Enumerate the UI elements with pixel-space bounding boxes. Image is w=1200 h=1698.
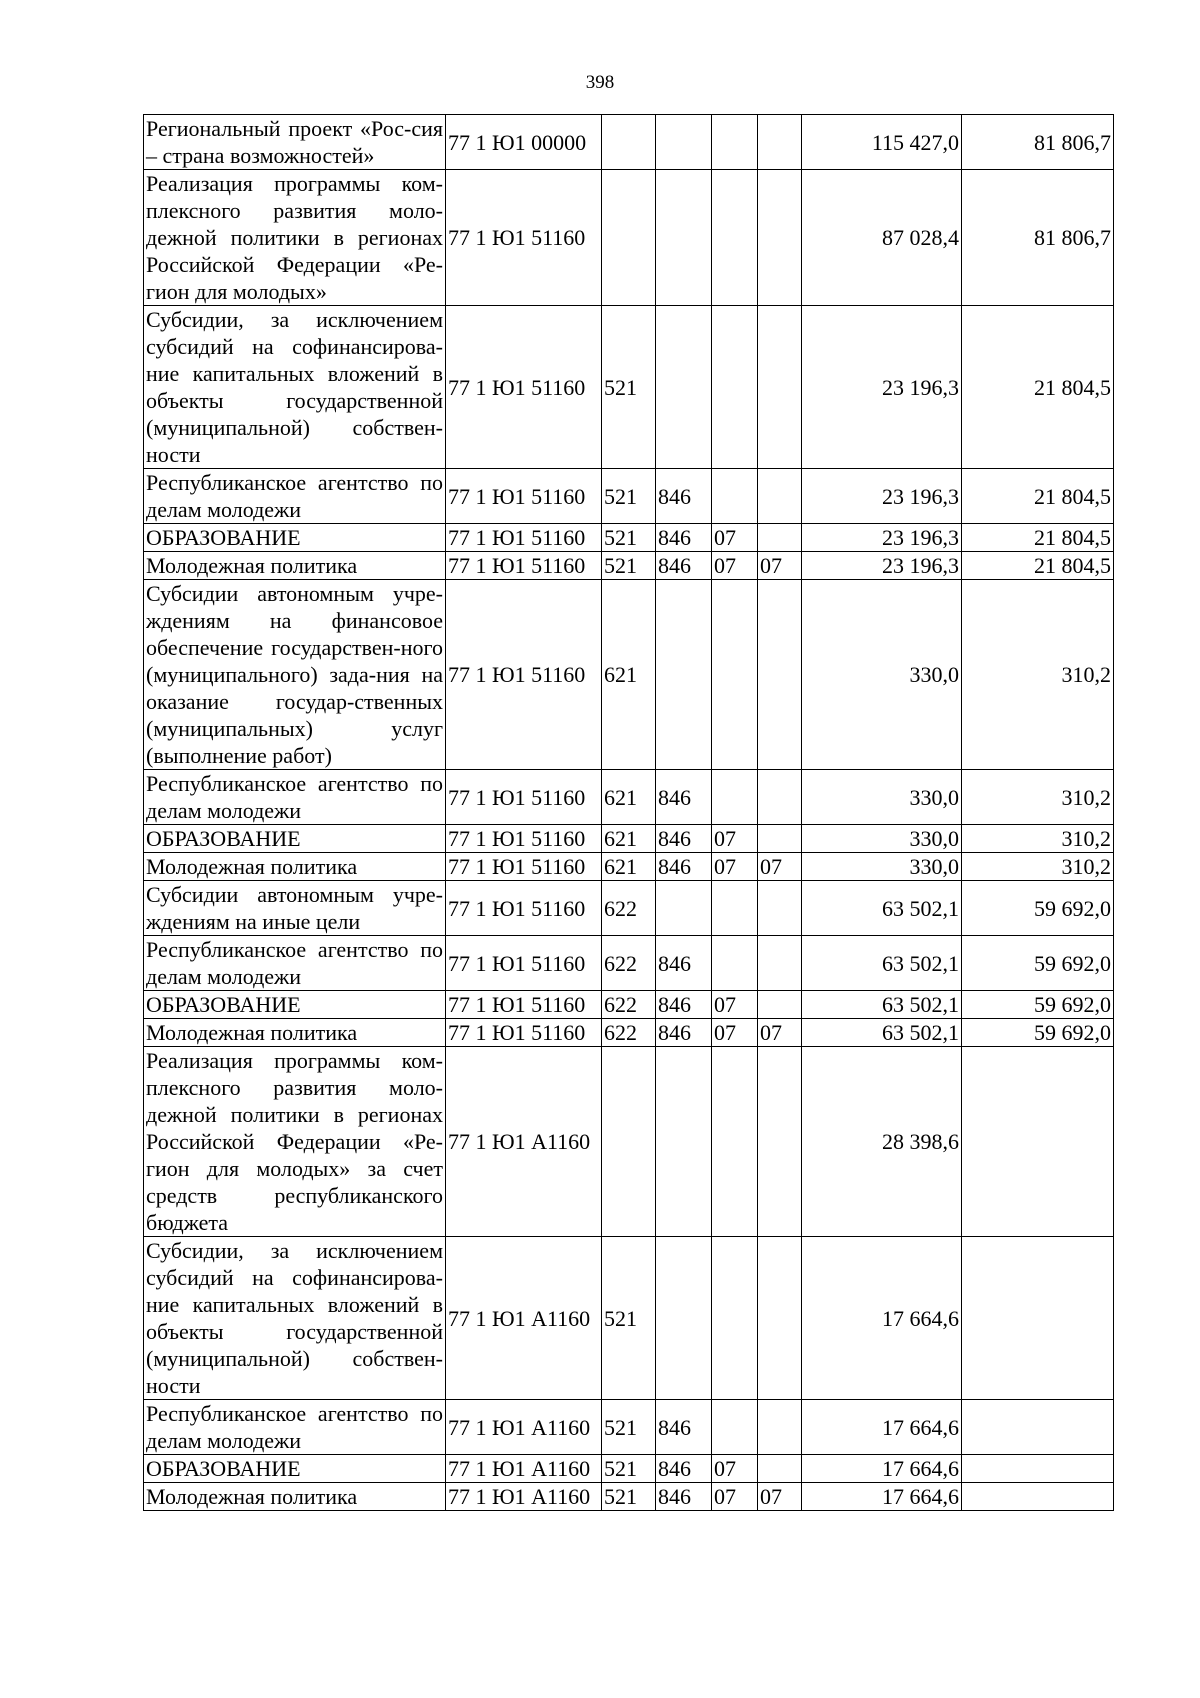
amount-2-cell: 21 804,5 — [962, 524, 1114, 552]
administrator-code-cell: 846 — [656, 770, 712, 825]
expense-type-cell: 622 — [602, 1019, 656, 1047]
amount-2-cell: 81 806,7 — [962, 115, 1114, 170]
table-row — [144, 1047, 1114, 1237]
table-row — [144, 1237, 1114, 1400]
section-cell: 07 — [712, 853, 758, 881]
amount-2-cell: 59 692,0 — [962, 1019, 1114, 1047]
target-article-cell: 77 1 Ю1 А1160 — [446, 1237, 602, 1400]
section-cell: 07 — [712, 552, 758, 580]
amount-1-cell: 63 502,1 — [802, 1019, 962, 1047]
amount-1-cell: 23 196,3 — [802, 306, 962, 469]
target-article-cell: 77 1 Ю1 51160 — [446, 770, 602, 825]
table-row — [144, 936, 1114, 991]
amount-2-cell: 310,2 — [962, 825, 1114, 853]
page-number: 398 — [585, 72, 615, 93]
administrator-code-cell: 846 — [656, 469, 712, 524]
target-article-cell: 77 1 Ю1 51160 — [446, 1019, 602, 1047]
row-name-cell: Субсидии, за исключением субсидий на софинансирова-ние капитальных вложений в объекты государственной (муниципальной) собствен-ности — [144, 1237, 446, 1400]
section-cell: 07 — [712, 991, 758, 1019]
administrator-code-cell: 846 — [656, 1400, 712, 1455]
subsection-cell — [758, 170, 802, 306]
amount-1-cell: 17 664,6 — [802, 1237, 962, 1400]
target-article-cell: 77 1 Ю1 51160 — [446, 991, 602, 1019]
administrator-code-cell: 846 — [656, 936, 712, 991]
row-name-cell: Субсидии автономным учре-ждениям на иные цели — [144, 881, 446, 936]
target-article-cell: 77 1 Ю1 51160 — [446, 881, 602, 936]
table-row — [144, 1455, 1114, 1483]
administrator-code-cell — [656, 580, 712, 770]
table-row — [144, 306, 1114, 469]
amount-1-cell: 23 196,3 — [802, 524, 962, 552]
amount-2-cell: 59 692,0 — [962, 991, 1114, 1019]
administrator-code-cell: 846 — [656, 1019, 712, 1047]
subsection-cell — [758, 881, 802, 936]
table-row — [144, 469, 1114, 524]
section-cell — [712, 306, 758, 469]
section-cell — [712, 936, 758, 991]
administrator-code-cell: 846 — [656, 1455, 712, 1483]
target-article-cell: 77 1 Ю1 А1160 — [446, 1455, 602, 1483]
administrator-code-cell: 846 — [656, 524, 712, 552]
target-article-cell: 77 1 Ю1 51160 — [446, 936, 602, 991]
administrator-code-cell — [656, 115, 712, 170]
table-row — [144, 853, 1114, 881]
amount-1-cell: 63 502,1 — [802, 936, 962, 991]
section-cell: 07 — [712, 524, 758, 552]
row-name-cell: Молодежная политика — [144, 552, 446, 580]
row-name-cell: Республиканское агентство по делам молодежи — [144, 770, 446, 825]
amount-2-cell: 310,2 — [962, 853, 1114, 881]
amount-1-cell: 28 398,6 — [802, 1047, 962, 1237]
amount-2-cell: 310,2 — [962, 770, 1114, 825]
subsection-cell — [758, 1237, 802, 1400]
subsection-cell — [758, 1455, 802, 1483]
administrator-code-cell — [656, 170, 712, 306]
amount-2-cell: 21 804,5 — [962, 469, 1114, 524]
amount-1-cell: 330,0 — [802, 853, 962, 881]
section-cell: 07 — [712, 1455, 758, 1483]
expense-type-cell: 621 — [602, 853, 656, 881]
expense-type-cell — [602, 1047, 656, 1237]
row-name-cell: Республиканское агентство по делам молодежи — [144, 1400, 446, 1455]
section-cell — [712, 1047, 758, 1237]
subsection-cell — [758, 936, 802, 991]
amount-2-cell: 21 804,5 — [962, 306, 1114, 469]
subsection-cell — [758, 524, 802, 552]
administrator-code-cell — [656, 1237, 712, 1400]
target-article-cell: 77 1 Ю1 51160 — [446, 825, 602, 853]
section-cell — [712, 170, 758, 306]
expense-type-cell: 621 — [602, 770, 656, 825]
expense-type-cell: 622 — [602, 936, 656, 991]
expense-type-cell: 521 — [602, 1237, 656, 1400]
subsection-cell — [758, 991, 802, 1019]
row-name-cell: ОБРАЗОВАНИЕ — [144, 991, 446, 1019]
target-article-cell: 77 1 Ю1 А1160 — [446, 1483, 602, 1511]
table-row — [144, 115, 1114, 170]
section-cell — [712, 469, 758, 524]
table-row — [144, 881, 1114, 936]
subsection-cell: 07 — [758, 552, 802, 580]
expense-type-cell — [602, 115, 656, 170]
target-article-cell: 77 1 Ю1 51160 — [446, 580, 602, 770]
subsection-cell — [758, 825, 802, 853]
section-cell: 07 — [712, 825, 758, 853]
expense-type-cell: 521 — [602, 1455, 656, 1483]
amount-1-cell: 17 664,6 — [802, 1455, 962, 1483]
administrator-code-cell — [656, 881, 712, 936]
section-cell — [712, 1400, 758, 1455]
expense-type-cell: 521 — [602, 306, 656, 469]
table-row — [144, 1400, 1114, 1455]
administrator-code-cell — [656, 306, 712, 469]
amount-1-cell: 23 196,3 — [802, 469, 962, 524]
subsection-cell — [758, 115, 802, 170]
administrator-code-cell — [656, 1047, 712, 1237]
section-cell: 07 — [712, 1019, 758, 1047]
amount-1-cell: 330,0 — [802, 580, 962, 770]
subsection-cell — [758, 1400, 802, 1455]
amount-1-cell: 330,0 — [802, 825, 962, 853]
expense-type-cell — [602, 170, 656, 306]
row-name-cell: ОБРАЗОВАНИЕ — [144, 825, 446, 853]
row-name-cell: Реализация программы ком-плексного развития моло-дежной политики в регионах Российской Федерации «Ре-гион для молодых» за счет средств республиканского бюджета — [144, 1047, 446, 1237]
row-name-cell: Молодежная политика — [144, 1483, 446, 1511]
administrator-code-cell: 846 — [656, 825, 712, 853]
amount-1-cell: 63 502,1 — [802, 881, 962, 936]
target-article-cell: 77 1 Ю1 00000 — [446, 115, 602, 170]
table-body — [144, 115, 1114, 1511]
amount-2-cell: 81 806,7 — [962, 170, 1114, 306]
expense-type-cell: 521 — [602, 524, 656, 552]
subsection-cell — [758, 580, 802, 770]
section-cell — [712, 1237, 758, 1400]
amount-2-cell: 59 692,0 — [962, 936, 1114, 991]
target-article-cell: 77 1 Ю1 51160 — [446, 552, 602, 580]
table-row — [144, 1019, 1114, 1047]
section-cell — [712, 580, 758, 770]
amount-1-cell: 115 427,0 — [802, 115, 962, 170]
amount-2-cell — [962, 1237, 1114, 1400]
amount-2-cell: 21 804,5 — [962, 552, 1114, 580]
table-row — [144, 524, 1114, 552]
subsection-cell — [758, 770, 802, 825]
administrator-code-cell: 846 — [656, 552, 712, 580]
expense-type-cell: 621 — [602, 825, 656, 853]
amount-1-cell: 23 196,3 — [802, 552, 962, 580]
section-cell — [712, 770, 758, 825]
section-cell — [712, 881, 758, 936]
subsection-cell — [758, 306, 802, 469]
administrator-code-cell: 846 — [656, 1483, 712, 1511]
target-article-cell: 77 1 Ю1 51160 — [446, 524, 602, 552]
budget-table — [143, 114, 1114, 1511]
expense-type-cell: 622 — [602, 991, 656, 1019]
amount-1-cell: 87 028,4 — [802, 170, 962, 306]
target-article-cell: 77 1 Ю1 А1160 — [446, 1047, 602, 1237]
administrator-code-cell: 846 — [656, 853, 712, 881]
expense-type-cell: 621 — [602, 580, 656, 770]
table-row — [144, 170, 1114, 306]
expense-type-cell: 622 — [602, 881, 656, 936]
expense-type-cell: 521 — [602, 1483, 656, 1511]
amount-1-cell: 17 664,6 — [802, 1483, 962, 1511]
table-row — [144, 991, 1114, 1019]
amount-2-cell — [962, 1400, 1114, 1455]
expense-type-cell: 521 — [602, 469, 656, 524]
row-name-cell: ОБРАЗОВАНИЕ — [144, 1455, 446, 1483]
table-row — [144, 580, 1114, 770]
row-name-cell: ОБРАЗОВАНИЕ — [144, 524, 446, 552]
amount-2-cell — [962, 1455, 1114, 1483]
table-row — [144, 825, 1114, 853]
amount-1-cell: 17 664,6 — [802, 1400, 962, 1455]
target-article-cell: 77 1 Ю1 51160 — [446, 170, 602, 306]
amount-2-cell: 59 692,0 — [962, 881, 1114, 936]
amount-2-cell: 310,2 — [962, 580, 1114, 770]
target-article-cell: 77 1 Ю1 51160 — [446, 853, 602, 881]
expense-type-cell: 521 — [602, 552, 656, 580]
amount-1-cell: 63 502,1 — [802, 991, 962, 1019]
subsection-cell — [758, 1047, 802, 1237]
target-article-cell: 77 1 Ю1 А1160 — [446, 1400, 602, 1455]
target-article-cell: 77 1 Ю1 51160 — [446, 469, 602, 524]
row-name-cell: Реализация программы ком-плексного развития моло-дежной политики в регионах Российской Федерации «Ре-гион для молодых» — [144, 170, 446, 306]
subsection-cell: 07 — [758, 853, 802, 881]
amount-2-cell — [962, 1483, 1114, 1511]
table-row — [144, 552, 1114, 580]
section-cell: 07 — [712, 1483, 758, 1511]
row-name-cell: Республиканское агентство по делам молодежи — [144, 469, 446, 524]
section-cell — [712, 115, 758, 170]
row-name-cell: Региональный проект «Рос-сия – страна возможностей» — [144, 115, 446, 170]
subsection-cell — [758, 469, 802, 524]
administrator-code-cell: 846 — [656, 991, 712, 1019]
amount-1-cell: 330,0 — [802, 770, 962, 825]
row-name-cell: Республиканское агентство по делам молодежи — [144, 936, 446, 991]
subsection-cell: 07 — [758, 1483, 802, 1511]
subsection-cell: 07 — [758, 1019, 802, 1047]
table-row — [144, 1483, 1114, 1511]
row-name-cell: Субсидии автономным учре-ждениям на финансовое обеспечение государствен-ного (муниципального) зада-ния на оказание государ-ственных (муниципальных) услуг (выполнение работ) — [144, 580, 446, 770]
expense-type-cell: 521 — [602, 1400, 656, 1455]
table-row — [144, 770, 1114, 825]
amount-2-cell — [962, 1047, 1114, 1237]
target-article-cell: 77 1 Ю1 51160 — [446, 306, 602, 469]
row-name-cell: Молодежная политика — [144, 1019, 446, 1047]
row-name-cell: Молодежная политика — [144, 853, 446, 881]
row-name-cell: Субсидии, за исключением субсидий на софинансирова-ние капитальных вложений в объекты государственной (муниципальной) собствен-ности — [144, 306, 446, 469]
